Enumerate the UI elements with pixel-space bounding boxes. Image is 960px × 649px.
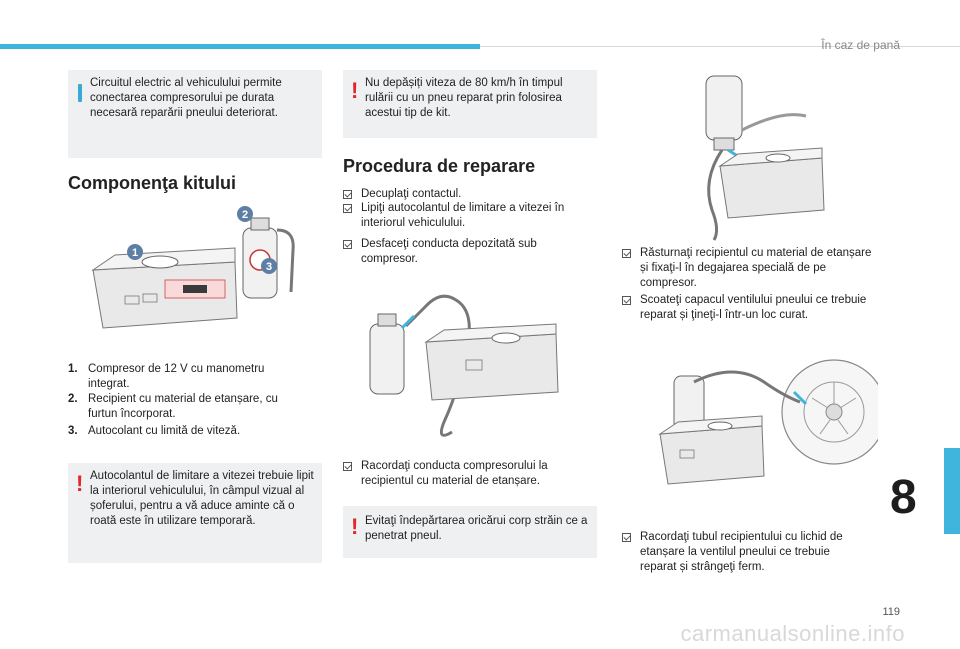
section-title: În caz de pană	[821, 38, 900, 52]
legend-text: Compresor de 12 V cu manometru integrat.	[88, 363, 265, 390]
connect-to-tyre-illustration	[634, 352, 878, 520]
kit-heading: Componenţa kitului	[68, 173, 236, 193]
chapter-number: 8	[890, 471, 917, 524]
foreign-object-warning-box	[343, 506, 597, 558]
legend-text: Recipient cu material de etanșare, cu furtun încorporat.	[88, 393, 278, 420]
warning-icon: !	[351, 514, 359, 539]
foreign-object-warning-text: Evitaţi îndepărtarea oricărui corp străin ce a penetrat pneul.	[365, 515, 588, 542]
checkbox-icon	[343, 204, 352, 213]
warning-icon: !	[351, 78, 359, 103]
legend-text: Autocolant cu limită de viteză.	[88, 425, 241, 437]
checkbox-icon	[343, 240, 352, 249]
header-accent-bar	[0, 44, 480, 49]
info-box-text: Circuitul electric al vehiculului permite conectarea compresorului pe durata necesară reparării pneului deteriorat.	[90, 77, 282, 119]
info-icon	[78, 84, 82, 102]
checkbox-icon	[622, 249, 631, 258]
legend-num: 2.	[68, 393, 78, 405]
chapter-tab	[944, 448, 960, 534]
procedure-heading: Procedura de reparare	[343, 156, 536, 176]
warning-box-sticker	[68, 463, 322, 563]
checkbox-icon	[622, 296, 631, 305]
checkbox-icon	[622, 533, 631, 542]
info-box	[68, 70, 322, 158]
legend-num: 1.	[68, 363, 78, 375]
callout-1: 1	[131, 247, 139, 259]
kit-illustration	[85, 200, 315, 345]
hose-connection-illustration	[366, 282, 586, 447]
page-number: 119	[882, 606, 900, 618]
warning-icon: !	[76, 471, 84, 496]
legend-num: 3.	[68, 425, 78, 437]
speed-warning-box	[343, 70, 597, 138]
callout-2: 2	[241, 209, 249, 221]
warning-box-text: Autocolantul de limitare a vitezei trebuie lipit la interiorul vehiculului, în câmpul vizual al șoferului, pentru a vă aduce aminte că o roată este în utilizare temporară.	[90, 470, 314, 527]
speed-warning-text: Nu depășiți viteza de 80 km/h în timpul rulării cu un pneu reparat prin folosirea acestui tip de kit.	[365, 77, 563, 119]
callout-3: 3	[265, 261, 273, 273]
checkbox-icon	[343, 462, 352, 471]
watermark: carmanualsonline.info	[680, 621, 905, 646]
invert-bottle-illustration	[672, 70, 842, 242]
checkbox-icon	[343, 190, 352, 199]
